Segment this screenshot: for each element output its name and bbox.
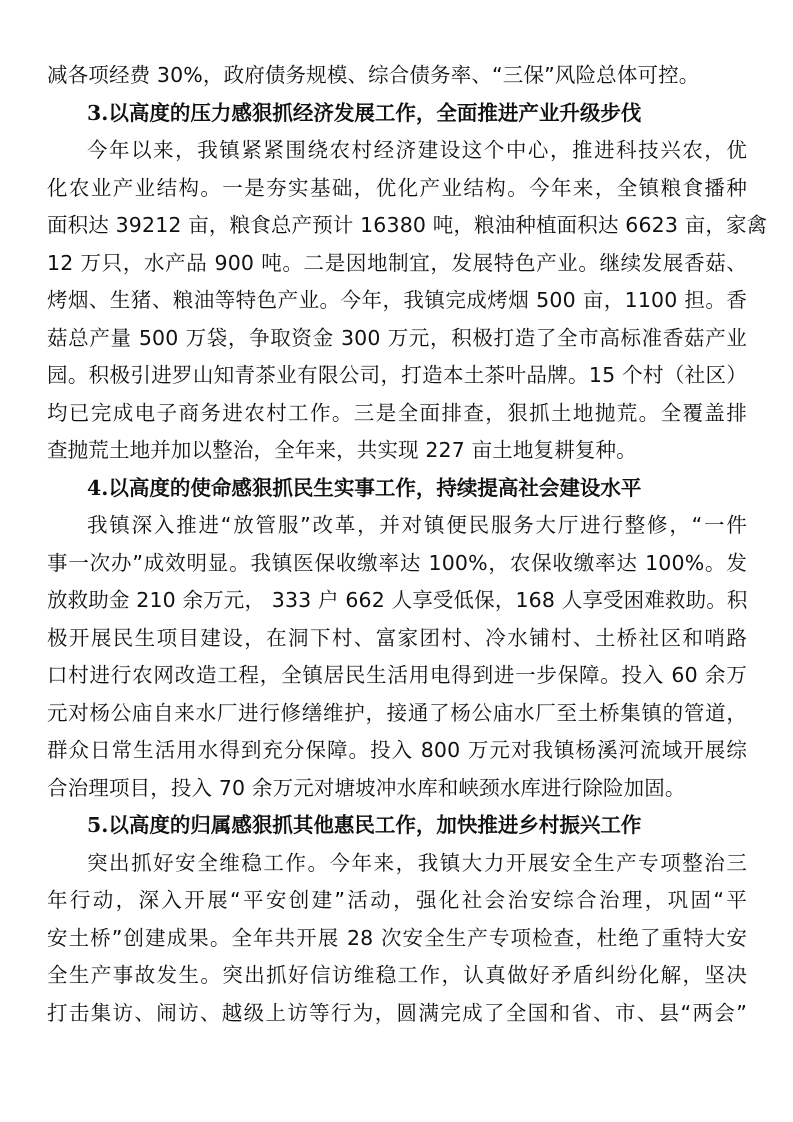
text-line: 群众日常生活用水得到充分保障。投入 800 万元对我镇杨溪河流域开展综 — [47, 738, 747, 762]
text-line: 安土桥”创建成果。全年共开展 28 次安全生产专项检查，杜绝了重特大安 — [47, 925, 747, 950]
paragraph-continued — [47, 57, 747, 95]
text-line: 今年以来，我镇紧紧围绕农村经济建设这个中心，推进科技兴农，优 — [87, 138, 747, 162]
text-line: 烤烟、生猪、粮油等特色产业。今年，我镇完成烤烟 500 亩，1100 担。香 — [47, 288, 747, 312]
text-line: 口村进行农网改造工程，全镇居民生活用电得到进一步保障。投入 60 余万 — [47, 663, 747, 687]
text-line: 全生产事故发生。突出抓好信访维稳工作，认真做好矛盾纠纷化解，坚决 — [47, 963, 747, 987]
document-page — [47, 57, 768, 1032]
text-line: 事一次办”成效明显。我镇医保收缴率达 100%，农保收缴率达 100%。发 — [47, 550, 747, 575]
text-line: 12 万只，水产品 900 吨。二是因地制宜，发展特色产业。继续发展香菇、 — [47, 250, 747, 275]
section-heading-5: 5.以高度的归属感狠抓其他惠民工作，加快推进乡村振兴工作 — [87, 813, 642, 837]
text-line: 合治理项目，投入 70 余万元对塘坡冲水库和峡颈水库进行除险加固。 — [47, 775, 686, 800]
text-line: 极开展民生项目建设，在洞下村、富家团村、冷水铺村、土桥社区和哨路 — [47, 625, 747, 650]
text-line: 面积达 39212 亩，粮食总产预计 16380 吨，粮油种植面积达 6623 亩，家禽 — [47, 213, 768, 237]
paragraph-economy — [47, 132, 768, 470]
text-line: 年行动，深入开展“平安创建”活动，强化社会治安综合治理，巩固“平 — [47, 888, 747, 912]
text-line: 化农业产业结构。一是夯实基础，优化产业结构。今年来，全镇粮食播种 — [47, 175, 747, 200]
section-heading-4: 4.以高度的使命感狠抓民生实事工作，持续提高社会建设水平 — [87, 475, 642, 500]
text-line: 园。积极引进罗山知青茶业有限公司，打造本土茶叶品牌。15 个村（社区） — [47, 363, 747, 387]
paragraph-livelihood — [47, 507, 747, 807]
text-line: 打击集访、闹访、越级上访等行为，圆满完成了全国和省、市、县“两会” — [47, 1000, 747, 1025]
text-line: 减各项经费 30%，政府债务规模、综合债务率、“三保”风险总体可控。 — [47, 63, 700, 87]
text-line: 菇总产量 500 万袋，争取资金 300 万元，积极打造了全市高标准香菇产业 — [47, 325, 747, 350]
text-line: 元对杨公庙自来水厂进行修缮维护，接通了杨公庙水厂至土桥集镇的管道， — [47, 700, 747, 725]
text-line: 放救助金 210 余万元， 333 户 662 人享受低保，168 人享受困难救助。积 — [47, 588, 748, 612]
text-line: 查抛荒土地并加以整治，全年来，共实现 227 亩土地复耕复种。 — [47, 438, 637, 462]
text-line: 我镇深入推进“放管服”改革，并对镇便民服务大厅进行整修，“一件 — [87, 513, 747, 537]
text-line: 均已完成电子商务进农村工作。三是全面排查，狠抓土地抛荒。全覆盖排 — [47, 400, 747, 425]
text-line: 突出抓好安全维稳工作。今年来，我镇大力开展安全生产专项整治三 — [87, 850, 747, 875]
paragraph-safety — [47, 845, 747, 1033]
section-heading-3: 3.以高度的压力感狠抓经济发展工作，全面推进产业升级步伐 — [87, 100, 642, 125]
